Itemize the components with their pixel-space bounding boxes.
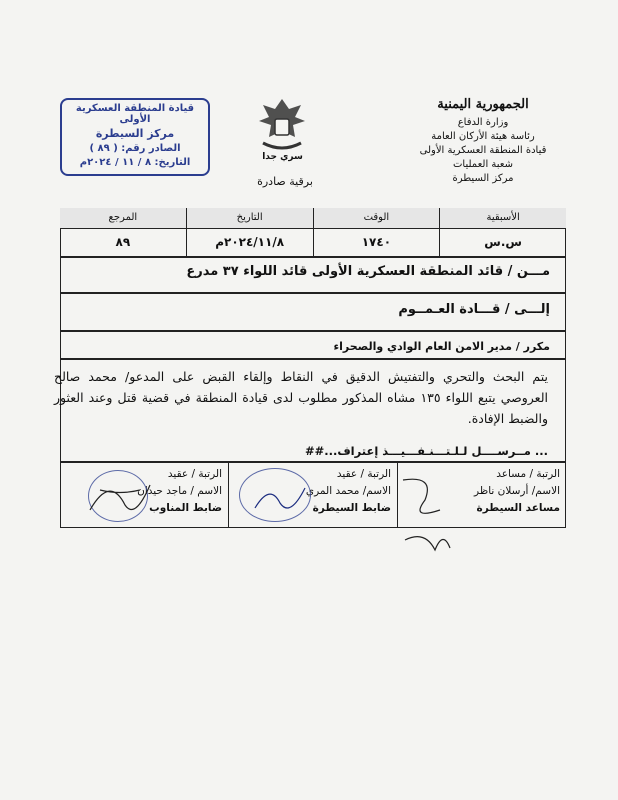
divider xyxy=(60,292,566,294)
stamp-date: التاريخ: ٨ / ١١ / ٢٠٢٤م xyxy=(79,157,191,168)
signature-block xyxy=(228,462,397,528)
stamp-line-2: مركز السيطرة xyxy=(95,127,175,140)
meta-value: ١٧٤٠ xyxy=(361,235,392,249)
header-line-5: مركز السيطرة xyxy=(452,173,514,184)
header-line-2: رئاسة هيئة الأركان العامة xyxy=(431,131,535,142)
meta-value: س.س xyxy=(484,235,522,249)
meta-header: الوقت xyxy=(314,208,440,229)
cc-line: مكرر / مدير الامن العام الوادي والصحراء xyxy=(333,340,550,353)
message-body: يتم البحث والتحري والتفتيش الدقيق في النقاط وإلقاء القبض على المدعو/ محمد صالح العروصي يتبع اللواء ١٣٥ مشاه المذكور مطلوب لدى قيادة المنطقة في قضية قتل وعند العثور والضبط الإفادة. xyxy=(54,369,548,426)
execute-note: ... مــرســــل لـلـتـــنـفـــيـــذ إعتراف...## xyxy=(304,444,548,458)
signature-block xyxy=(60,462,228,528)
meta-precedence xyxy=(439,208,566,256)
meta-value: ٢٠٢٤/١١/٨م xyxy=(215,235,285,249)
header-line-3: قيادة المنطقة العسكرية الأولى xyxy=(419,145,547,156)
yemen-eagle-emblem-icon xyxy=(255,95,310,155)
stamp-line-1: قيادة المنطقة العسكرية الأولى xyxy=(75,103,195,125)
round-stamp-icon xyxy=(88,470,148,522)
meta-header: التاريخ xyxy=(187,208,313,229)
meta-header: الأسبقية xyxy=(440,208,566,229)
divider xyxy=(60,256,566,258)
signer-rank: الرتبة / مساعد xyxy=(496,468,560,480)
signer-role: ضابط المناوب xyxy=(149,502,222,514)
meta-header: المرجع xyxy=(60,208,186,229)
round-stamp-icon xyxy=(239,468,311,522)
republic-title: الجمهورية اليمنية xyxy=(437,97,529,112)
signer-name: الاسم/ محمد المري xyxy=(305,485,391,497)
signer-rank: الرتبة / عقيد xyxy=(336,468,391,480)
header-line-1: وزارة الدفاع xyxy=(457,117,509,128)
signer-rank: الرتبة / عقيد xyxy=(167,468,222,480)
signatures-row xyxy=(60,462,566,528)
meta-reference xyxy=(60,208,186,256)
signature-block xyxy=(397,462,566,528)
meta-value: ٨٩ xyxy=(115,235,131,249)
meta-time xyxy=(313,208,440,256)
classification-label: سري جدا xyxy=(262,152,303,162)
meta-date xyxy=(186,208,313,256)
stamp-outgoing-number: الصادر رقم: ( ٨٩ ) xyxy=(89,143,181,154)
signer-name: الاسم / ماجد حيدان xyxy=(137,485,222,497)
divider xyxy=(60,330,566,332)
to-line: إلـــى / قـــادة العـمــوم xyxy=(398,302,550,317)
from-line: مـــن / قائد المنطقة العسكرية الأولى قائد اللواء ٣٧ مدرع xyxy=(186,264,550,279)
header-line-4: شعبة العمليات xyxy=(453,159,513,170)
signer-name: الاسم/ أرسلان ناظر xyxy=(474,485,560,497)
signer-role: ضابط السيطرة xyxy=(312,502,391,514)
ministry-header xyxy=(408,98,558,186)
cable-type: برقية صادرة xyxy=(257,175,313,188)
meta-table xyxy=(60,208,566,256)
divider xyxy=(60,358,566,360)
signer-role: مساعد السيطرة xyxy=(476,502,560,514)
outgoing-stamp xyxy=(60,98,210,176)
